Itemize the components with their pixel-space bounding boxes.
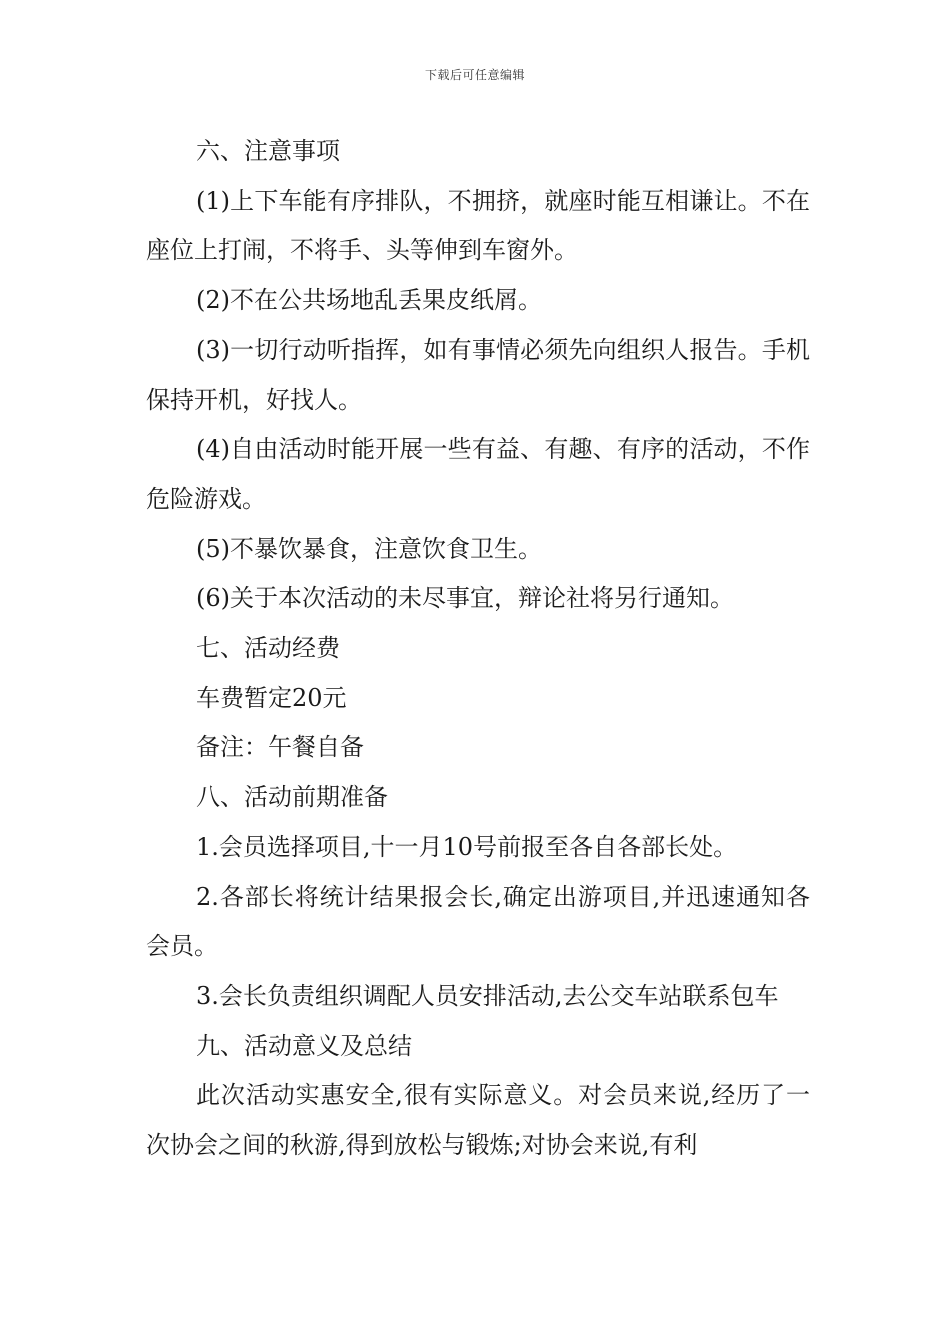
list-item-1: (1)上下车能有序排队，不拥挤，就座时能互相谦让。不在座位上打闹，不将手、头等伸到车窗外。 [146,186,810,265]
summary-paragraph: 此次活动实惠安全,很有实际意义。对会员来说,经历了一次协会之间的秋游,得到放松与锻炼;对协会来说,有利 [146,1081,810,1160]
prep-item-3: 3.会长负责组织调配人员安排活动,去公交车站联系包车 [196,981,779,1010]
document-body [146,127,810,1171]
section-heading-8: 八、活动前期准备 [196,783,388,812]
list-item-3: (3)一切行动听指挥，如有事情必须先向组织人报告。手机保持开机，好找人。 [146,335,810,414]
prep-item-2: 2.各部长将统计结果报会长,确定出游项目,并迅速通知各会员。 [146,882,810,961]
list-item-4: (4)自由活动时能开展一些有益、有趣、有序的活动，不作危险游戏。 [146,435,810,513]
list-item-5: (5)不暴饮暴食，注意饮食卫生。 [196,534,542,563]
note-line: 备注：午餐自备 [196,733,364,762]
list-item-6: (6)关于本次活动的未尽事宜，辩论社将另行通知。 [196,584,734,613]
section-heading-6: 六、注意事项 [196,137,340,165]
prep-item-1: 1.会员选择项目,十一月10号前报至各自各部长处。 [196,832,738,861]
fee-line: 车费暂定20元 [196,683,347,712]
section-heading-7: 七、活动经费 [196,634,340,663]
page-header: 下载后可任意编辑 [424,68,525,82]
list-item-2: (2)不在公共场地乱丢果皮纸屑。 [196,286,542,315]
section-heading-9: 九、活动意义及总结 [196,1031,412,1060]
